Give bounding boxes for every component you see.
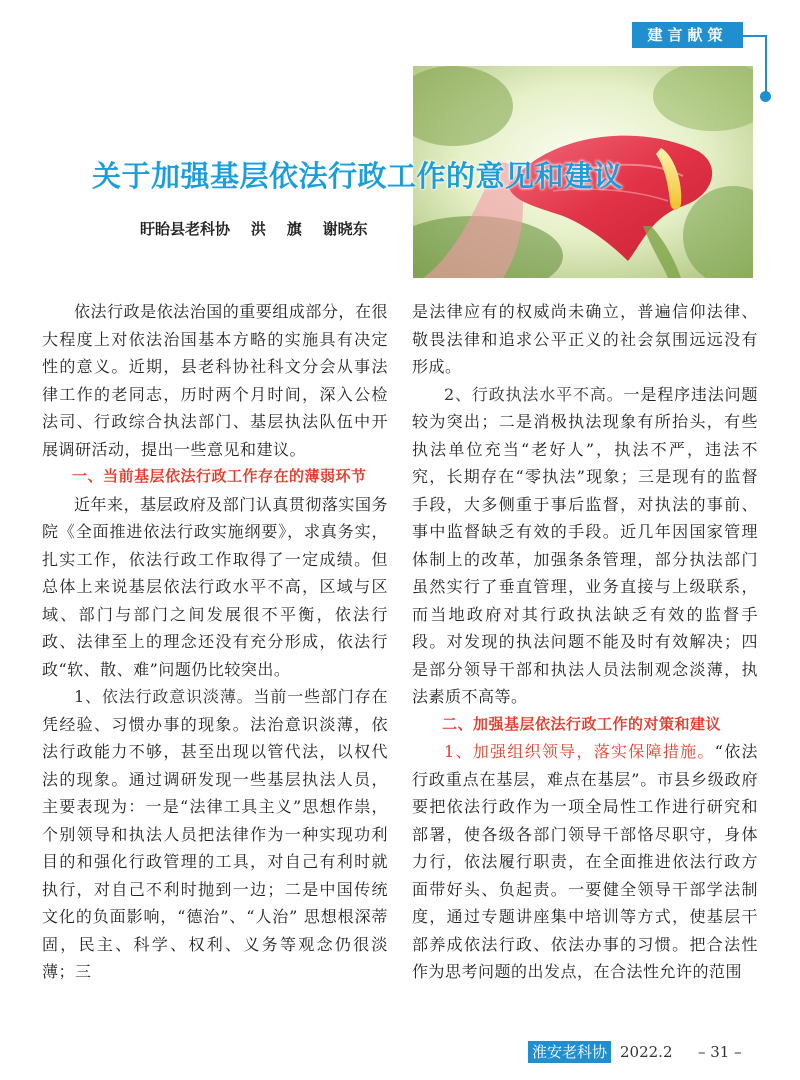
paragraph-body: “依法行政重点在基层，难点在基层”。市县乡级政府要把依法行政作为一项全局性工作进行研究和部署，使各级各部门领导干部恪尽职守，身体力行，依法履行职责，在全面推进依法行政方面带好头、负起责。一要健全领导干部学法制度，通过专题讲座集中培训等方式，使基层干部养成依法行政、依法办事的习惯。把合法性作为思考问题的出发点，在合法性允许的范围 — [412, 742, 758, 981]
page-footer — [528, 1041, 748, 1063]
paragraph-continued: 是法律应有的权威尚未确立，普遍信仰法律、敬畏法律和追求公平正义的社会氛围远远没有形成。 — [412, 302, 758, 376]
paragraph — [412, 381, 758, 711]
section-heading: 一、当前基层依法行政工作存在的薄弱环节 — [72, 467, 367, 485]
tag-divider-horizontal — [743, 35, 766, 37]
subheading-lead: 2、行政执法水平不高。 — [444, 384, 624, 404]
tag-dot-ornament — [760, 91, 771, 102]
article-authors: 盱眙县老科协 洪 旗 谢晓东 — [140, 220, 368, 238]
left-text-column — [42, 298, 388, 986]
paragraph — [42, 683, 388, 986]
section-tag: 建言献策 — [632, 22, 743, 48]
subheading-lead: 1、加强组织领导，落实保障措施。 — [444, 742, 715, 761]
tag-divider-vertical — [765, 35, 767, 93]
paragraph — [412, 738, 758, 986]
article-title: 关于加强基层依法行政工作的意见和建议 — [92, 159, 624, 193]
paragraph: 依法行政是依法治国的重要组成部分，在很大程度上对依法治国基本方略的实施具有决定性的意义。近期，县老科协社科文分会从事法律工作的老同志，历时两个月时间，深入公检法司、行政综合执法部门、基层执法队伍中开展调研活动，提出一些意见和建议。 — [42, 302, 388, 459]
subheading-lead: 1、依法行政意识淡薄。 — [74, 687, 254, 706]
paragraph: 近年来，基层政府及部门认真贯彻落实国务院《全面推进依法行政实施纲要》，求真务实，扎实工作，依法行政工作取得了一定成绩。但总体上来说基层依法行政水平不高，区域与区域、部门与部门之间发展很不平衡，依法行政、法律至上的理念还没有充分形成，依法行政“软、散、难”问题仍比较突出。 — [42, 494, 388, 679]
magazine-name: 淮安老科协 — [528, 1041, 611, 1063]
issue-number: 2022.2 — [620, 1043, 673, 1061]
paragraph-body: 一是程序违法问题较为突出；二是消极执法现象有所抬头，有些执法单位充当“老好人”，执法不严，违法不究，长期存在“零执法”现象；三是现有的监督手段，大多侧重于事后监督，对执法的事前、事中监督缺乏有效的手段。近几年因国家管理体制上的改革，加强条条管理，部分执法部门虽然实行了垂直管理，业务直接与上级联系，而当地政府对其行政执法缺乏有效的监督手段。对发现的执法问题不能及时有效解决；四是部分领导干部和执法人员法制观念淡薄，执法素质不高等。 — [412, 384, 758, 706]
paragraph-body: 当前一些部门存在凭经验、习惯办事的现象。法治意识淡薄，依法行政能力不够，甚至出现以管代法，以权代法的现象。通过调研发现一些基层执法人员，主要表现为：一是“法律工具主义”思想作祟，个别领导和执法人员把法律作为一种实现功利目的和强化行政管理的工具，对自己有利时就执行，对自己不利时抛到一边；二是中国传统文化的负面影响，“德治”、“人治” 思想根深蒂固，民主、科学、权利、义务等观念仍很淡薄；三 — [42, 687, 388, 981]
page-number: – 31 – — [698, 1043, 742, 1061]
right-text-column — [412, 298, 758, 986]
section-heading: 二、加强基层依法行政工作的对策和建议 — [442, 714, 722, 733]
